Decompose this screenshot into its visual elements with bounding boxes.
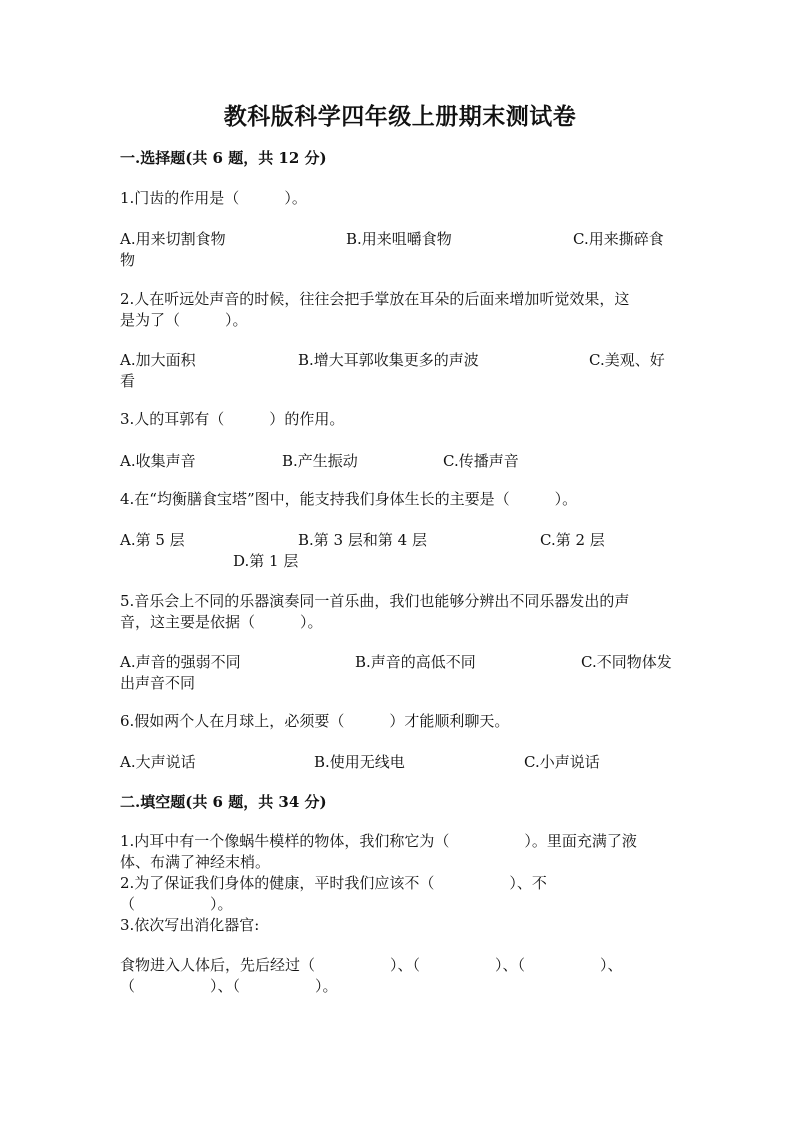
question-1-stem: 1.门齿的作用是（ ）。 [120,189,307,207]
question-5-stem-line1: 5.音乐会上不同的乐器演奏同一首乐曲，我们也能够分辨出不同乐器发出的声 [120,592,630,610]
fill-question-1-line1: 1.内耳中有一个像蜗牛模样的物体，我们称它为（ ）。里面充满了液 [120,832,637,850]
question-1-option-c-cont: 物 [120,251,136,269]
question-6-option-a: A.大声说话 [120,753,196,771]
question-4-option-b: B.第 3 层和第 4 层 [298,531,427,549]
fill-question-3-line2: （ ）、（ ）。 [120,977,338,995]
fill-question-2-line1: 2.为了保证我们身体的健康，平时我们应该不（ ）、不 [120,874,547,892]
fill-question-2-line2: （ ）。 [120,895,233,913]
question-2-option-b: B.增大耳郭收集更多的声波 [298,351,479,369]
question-1-option-a: A.用来切割食物 [120,230,226,248]
question-6-stem: 6.假如两个人在月球上，必须要（ ）才能顺利聊天。 [120,712,510,730]
fill-question-1-line2: 体、布满了神经末梢。 [120,853,271,871]
question-6-option-c: C.小声说话 [524,753,600,771]
question-5-option-a: A.声音的强弱不同 [120,653,241,671]
section-heading-choice: 一.选择题(共 6 题，共 12 分) [120,149,327,167]
fill-question-3-line1: 食物进入人体后，先后经过（ ）、（ ）、（ ）、 [120,956,623,974]
question-3-stem: 3.人的耳郭有（ ）的作用。 [120,410,345,428]
question-2-stem-line1: 2.人在听远处声音的时候，往往会把手掌放在耳朵的后面来增加听觉效果，这 [120,290,630,308]
question-2-option-a: A.加大面积 [120,351,196,369]
section-heading-fill-blank: 二.填空题(共 6 题，共 34 分) [120,793,327,811]
question-5-stem-line2: 音，这主要是依据（ ）。 [120,613,323,631]
question-6-option-b: B.使用无线电 [314,753,405,771]
question-1-option-b: B.用来咀嚼食物 [346,230,452,248]
question-2-stem-line2: 是为了（ ）。 [120,311,248,329]
question-3-option-b: B.产生振动 [282,452,358,470]
question-5-option-c-cont: 出声音不同 [120,674,196,692]
question-4-option-c: C.第 2 层 [540,531,605,549]
question-3-option-c: C.传播声音 [443,452,519,470]
fill-question-3-stem: 3.依次写出消化器官: [120,916,260,934]
question-5-option-b: B.声音的高低不同 [355,653,476,671]
question-1-option-c: C.用来撕碎食 [573,230,664,248]
question-4-option-d: D.第 1 层 [233,552,299,570]
question-4-stem: 4.在“均衡膳食宝塔”图中，能支持我们身体生长的主要是（ ）。 [120,490,578,508]
question-2-option-c: C.美观、好 [589,351,665,369]
question-3-option-a: A.收集声音 [120,452,196,470]
question-2-option-c-cont: 看 [120,372,136,390]
page-title: 教科版科学四年级上册期末测试卷 [223,103,577,130]
question-4-option-a: A.第 5 层 [120,531,185,549]
question-5-option-c: C.不同物体发 [581,653,672,671]
